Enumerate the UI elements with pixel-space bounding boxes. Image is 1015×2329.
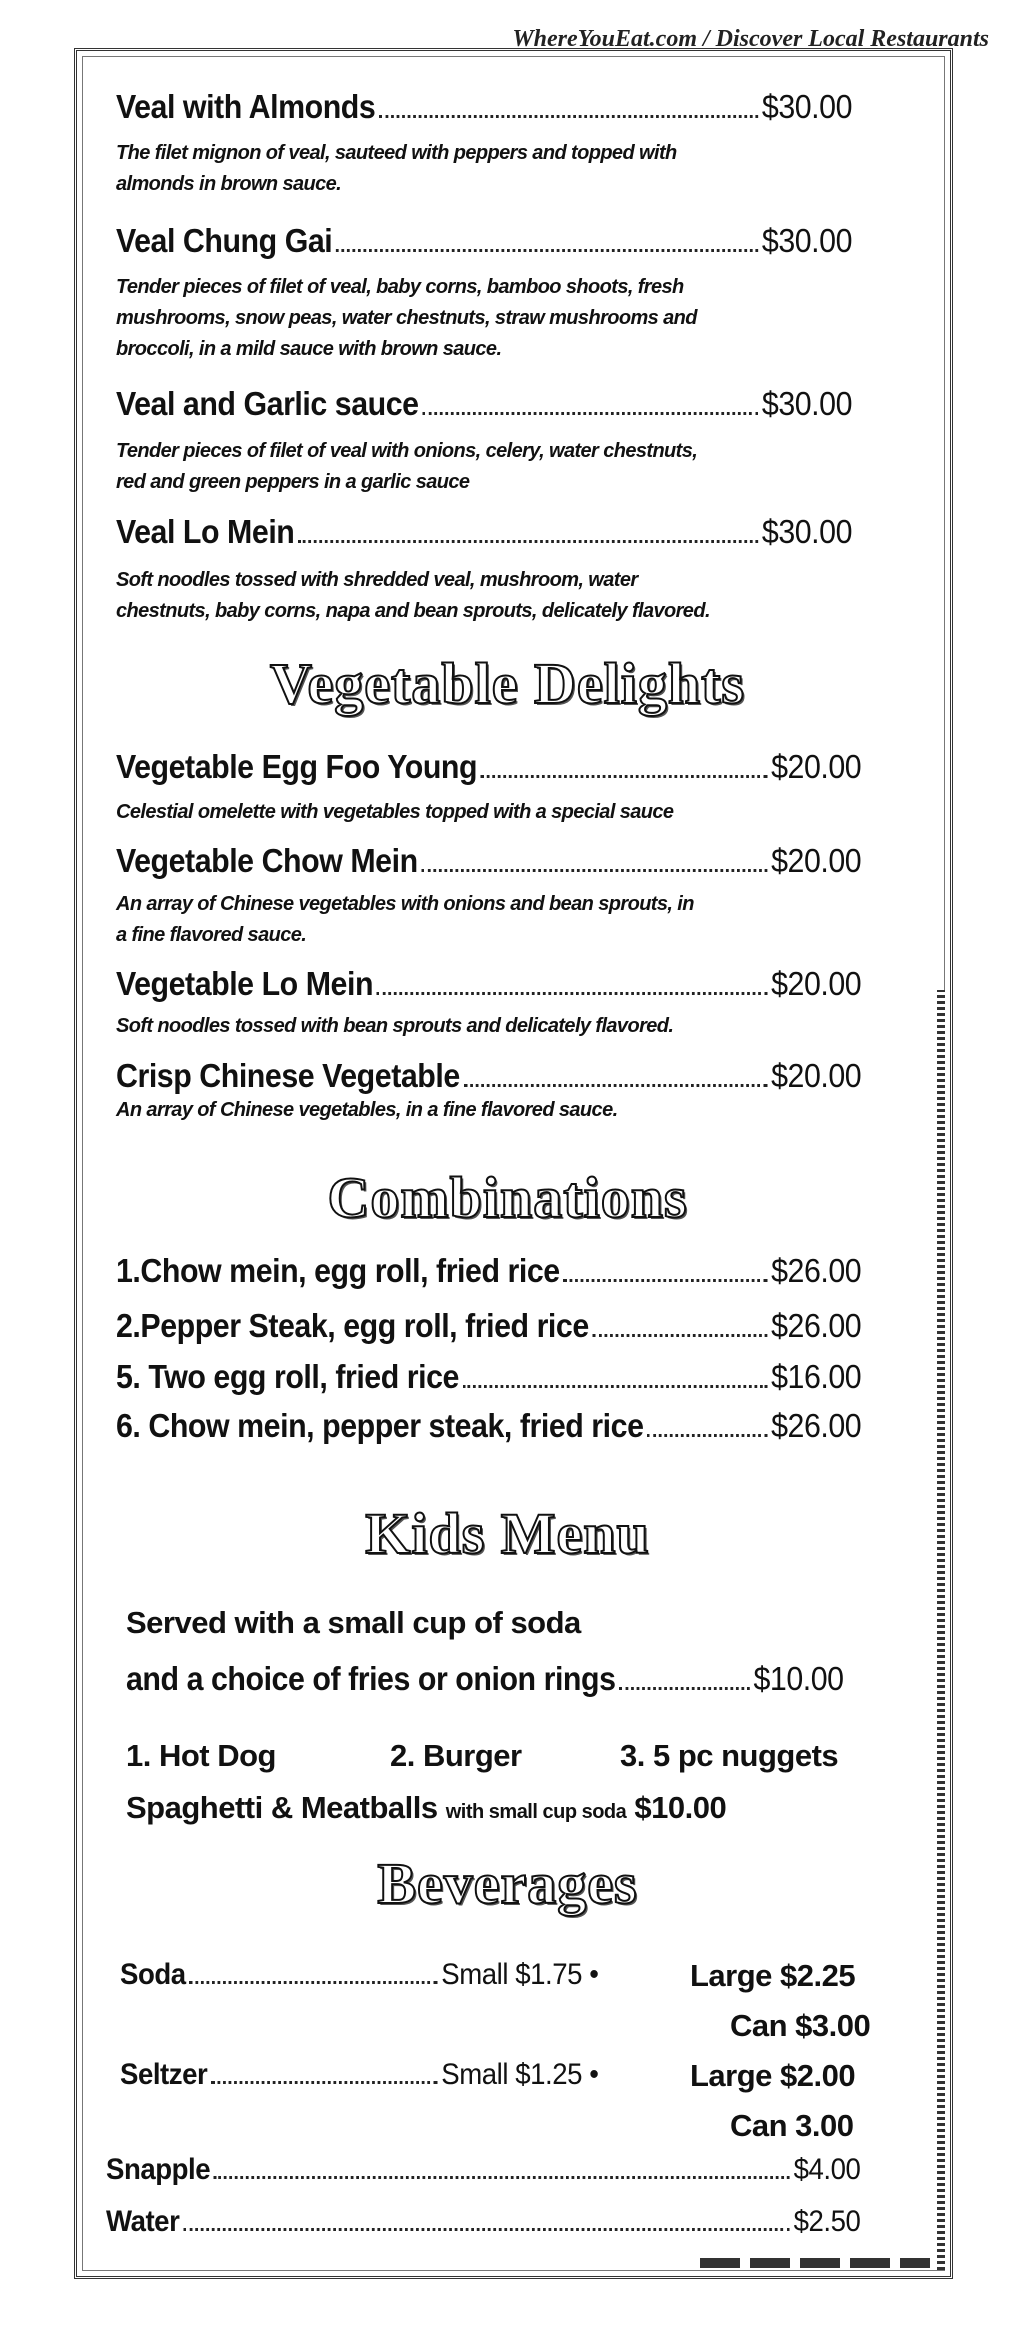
menu-item-row [116, 965, 861, 1003]
item-name: Vegetable Chow Mein [116, 842, 418, 879]
item-price: $30.00 [761, 88, 852, 125]
menu-item-row [116, 88, 852, 126]
item-description [116, 436, 916, 498]
item-price: $2.50 [793, 2205, 861, 2238]
menu-item-row [116, 1358, 861, 1396]
dotted-leader [592, 1334, 767, 1337]
item-price: $20.00 [771, 842, 862, 879]
dotted-leader [647, 1434, 767, 1437]
item-name: Vegetable Lo Mein [116, 965, 374, 1002]
description-line: mushrooms, snow peas, water chestnuts, straw mushrooms and [116, 307, 697, 329]
item-price: $4.00 [793, 2153, 861, 2186]
item-price: $20.00 [771, 748, 862, 785]
beverage-row [106, 2153, 860, 2187]
can-price: Can 3.00 [730, 2108, 854, 2143]
section-heading-kids-menu: Kids Menu [365, 1501, 650, 1566]
description-line: a fine flavored sauce. [116, 924, 307, 946]
menu-item-row [116, 1407, 861, 1445]
item-name: Soda [120, 1958, 186, 1991]
description-line: Soft noodles tossed with bean sprouts and delicately flavored. [116, 1015, 674, 1037]
description-line: Soft noodles tossed with shredded veal, mushroom, water [116, 569, 638, 591]
item-name: Veal and Garlic sauce [116, 385, 419, 422]
description-line: An array of Chinese vegetables with onions and bean sprouts, in [116, 893, 694, 915]
item-price: $30.00 [761, 513, 852, 550]
dotted-leader [421, 869, 767, 872]
item-name: Snapple [106, 2153, 211, 2186]
item-name: Veal Lo Mein [116, 513, 295, 550]
item-price: $26.00 [771, 1307, 862, 1344]
dotted-leader [463, 1084, 767, 1087]
item-name: Water [106, 2205, 180, 2238]
item-name: Veal Chung Gai [116, 222, 333, 259]
beverage-row [120, 1958, 598, 1992]
dotted-leader [563, 1279, 767, 1282]
menu-item-row [116, 513, 852, 551]
section-heading-vegetable: Vegetable Delights [270, 651, 745, 716]
menu-item-row [116, 842, 861, 880]
small-price: Small $1.25 • [441, 2058, 599, 2091]
dotted-leader [422, 412, 758, 415]
dotted-leader [298, 540, 758, 543]
dotted-leader [379, 115, 758, 118]
dotted-leader [183, 2228, 790, 2231]
item-name: Crisp Chinese Vegetable [116, 1057, 460, 1094]
description-line: The filet mignon of veal, sauteed with peppers and topped with [116, 142, 677, 164]
item-description [116, 272, 916, 365]
dotted-leader [481, 775, 768, 778]
dotted-leader [211, 2081, 438, 2084]
description-line: An array of Chinese vegetables, in a fine flavored sauce. [116, 1099, 618, 1121]
item-price: $20.00 [771, 965, 862, 1002]
section-heading-combinations: Combinations [327, 1165, 688, 1230]
item-name: Spaghetti & Meatballs [126, 1790, 438, 1825]
item-description [116, 138, 916, 200]
small-price: Small $1.75 • [441, 1958, 599, 1991]
can-price: Can $3.00 [730, 2008, 871, 2043]
item-description [116, 889, 916, 951]
kids-spaghetti-row [126, 1790, 726, 1826]
description-line: almonds in brown sauce. [116, 173, 342, 195]
item-name: 1.Chow mein, egg roll, fried rice [116, 1252, 560, 1289]
menu-item-row [116, 385, 852, 423]
large-price: Large $2.25 [690, 1958, 856, 1993]
item-description [116, 1011, 916, 1042]
item-name: Veal with Almonds [116, 88, 376, 125]
dotted-leader [377, 992, 768, 995]
dotted-leader [619, 1687, 750, 1690]
description-line: red and green peppers in a garlic sauce [116, 471, 470, 493]
menu-item-row [116, 748, 861, 786]
item-name: 5. Two egg roll, fried rice [116, 1358, 459, 1395]
large-price: Large $2.00 [690, 2058, 856, 2093]
menu-item-row [116, 222, 852, 260]
item-price: $26.00 [771, 1252, 862, 1289]
item-name: 6. Chow mein, pepper steak, fried rice [116, 1407, 644, 1444]
kids-option: 1. Hot Dog [126, 1738, 276, 1773]
dotted-leader [189, 1981, 437, 1984]
dotted-leader [463, 1385, 768, 1388]
item-description [116, 565, 916, 627]
beverage-row [120, 2058, 598, 2092]
item-note: with small cup soda [445, 1801, 627, 1823]
section-heading-beverages: Beverages [377, 1851, 638, 1916]
kids-menu-note: and a choice of fries or onion rings [126, 1660, 616, 1697]
description-line: broccoli, in a mild sauce with brown sauce. [116, 338, 502, 360]
kids-menu-note: Served with a small cup of soda [126, 1605, 581, 1640]
item-name: 2.Pepper Steak, egg roll, fried rice [116, 1307, 589, 1344]
item-name: Seltzer [120, 2058, 208, 2091]
menu-item-row [116, 1057, 861, 1095]
menu-item-row [116, 1307, 861, 1345]
item-price: $30.00 [761, 222, 852, 259]
item-description [116, 1095, 916, 1126]
bottom-border-decoration [700, 2258, 930, 2268]
menu-item-row [116, 1252, 861, 1290]
dotted-leader [214, 2176, 790, 2179]
description-line: Tender pieces of filet of veal with onions, celery, water chestnuts, [116, 440, 698, 462]
description-line: Celestial omelette with vegetables topped with a special sauce [116, 801, 674, 823]
kids-option: 3. 5 pc nuggets [620, 1738, 839, 1773]
kids-menu-price-row [126, 1660, 844, 1698]
site-watermark: WhereYouEat.com / Discover Local Restaurants [512, 26, 989, 52]
item-name: Vegetable Egg Foo Young [116, 748, 478, 785]
item-description [116, 797, 916, 828]
item-price: $10.00 [753, 1660, 844, 1697]
item-price: $16.00 [771, 1358, 862, 1395]
item-price: $26.00 [771, 1407, 862, 1444]
description-line: chestnuts, baby corns, napa and bean sprouts, delicately flavored. [116, 600, 710, 622]
kids-option: 2. Burger [390, 1738, 522, 1773]
description-line: Tender pieces of filet of veal, baby corns, bamboo shoots, fresh [116, 276, 684, 298]
item-price: $30.00 [761, 385, 852, 422]
item-price: $10.00 [634, 1790, 727, 1825]
dotted-leader [336, 249, 758, 252]
beverage-row [106, 2205, 860, 2239]
item-price: $20.00 [771, 1057, 862, 1094]
